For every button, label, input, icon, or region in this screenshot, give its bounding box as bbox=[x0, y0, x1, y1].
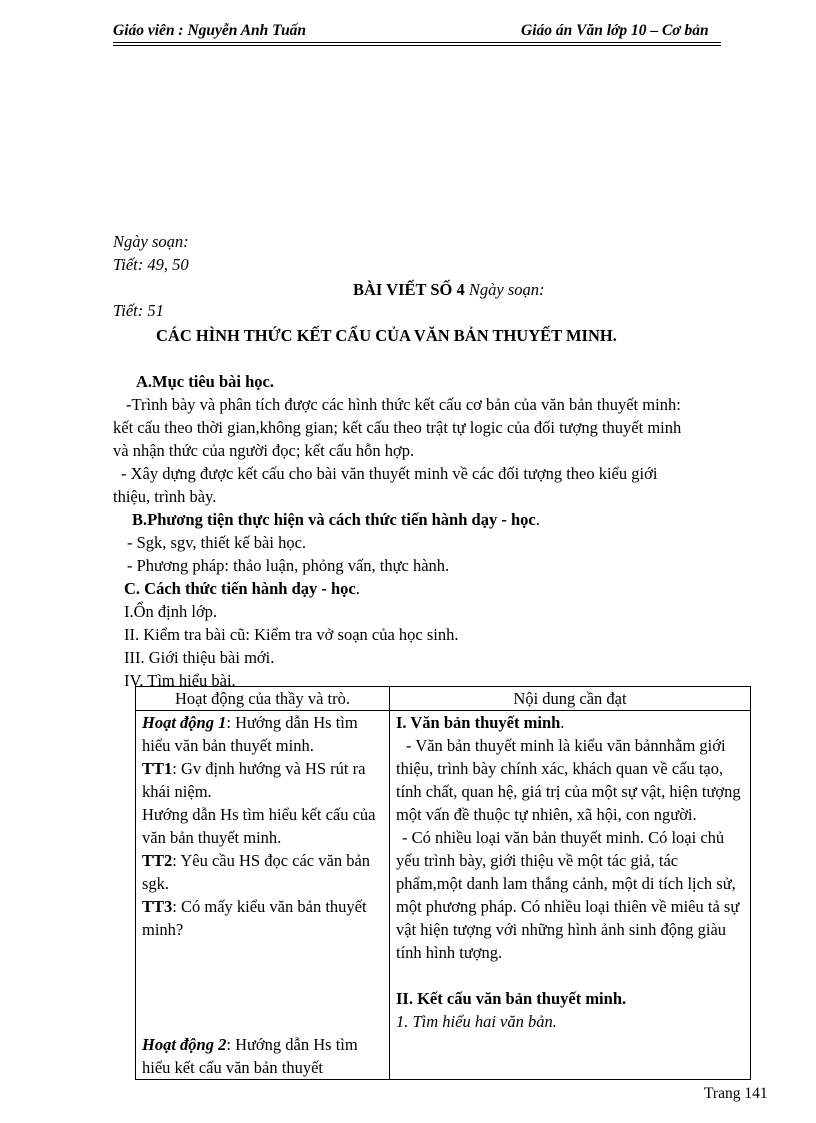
tt2-text: : Yêu cầu HS đọc các văn bản sgk. bbox=[142, 851, 371, 893]
header-subject: Giáo án Văn lớp 10 – Cơ bản bbox=[521, 22, 709, 39]
hoat-dong-2-text: : Hướng dẫn Hs tìm hiểu kết cấu văn bản thuyết bbox=[142, 1035, 358, 1077]
section-c-heading-text: C. Cách thức tiến hành dạy - học bbox=[124, 579, 356, 598]
lesson-table bbox=[135, 686, 751, 1080]
activity-2 bbox=[142, 1033, 383, 1079]
hoat-dong-1-label: Hoạt động 1 bbox=[142, 713, 227, 732]
section-a-line: -Trình bày và phân tích được các hình thức kết cấu cơ bản của văn bản thuyết minh: bbox=[126, 395, 681, 414]
tiet-49-50: Tiết: 49, 50 bbox=[113, 255, 189, 274]
page-title: CÁC HÌNH THỨC KẾT CẤU CỦA VĂN BẢN THUYẾT MINH. bbox=[156, 326, 617, 345]
page-number: Trang 141 bbox=[704, 1085, 768, 1102]
tt3 bbox=[142, 895, 383, 941]
table-header-row bbox=[136, 687, 751, 711]
table-header-content: Nội dung cần đạt bbox=[390, 687, 751, 711]
section-c-heading bbox=[124, 579, 360, 599]
section-c-line: II. Kiểm tra bài cũ: Kiểm tra vở soạn của học sinh. bbox=[124, 625, 459, 644]
tt2-label: TT2 bbox=[142, 851, 173, 870]
header-rule-top bbox=[113, 42, 721, 43]
tt3-label: TT3 bbox=[142, 897, 173, 916]
hoat-dong-1-text: : Hướng dẫn Hs tìm hiểu văn bản thuyết minh. bbox=[142, 713, 358, 755]
tt1 bbox=[142, 757, 383, 803]
tiet-51: Tiết: 51 bbox=[113, 301, 164, 320]
section-a-line: - Xây dựng được kết cấu cho bài văn thuyết minh về các đối tượng theo kiểu giới bbox=[121, 464, 658, 483]
section-a-line: kết cấu theo thời gian,không gian; kết cấu theo trật tự logic của đối tượng thuyết minh bbox=[113, 418, 682, 437]
table-row bbox=[136, 711, 751, 1080]
tt1-label: TT1 bbox=[142, 759, 173, 778]
content-heading-2: II. Kết cấu văn bản thuyết minh. bbox=[396, 989, 627, 1008]
tt1-text: : Gv định hướng và HS rút ra khái niệm. bbox=[142, 759, 366, 801]
activity-cell bbox=[136, 711, 390, 1080]
hoat-dong-2-label: Hoạt động 2 bbox=[142, 1035, 227, 1054]
table-header-activity: Hoạt động của thầy và trò. bbox=[136, 687, 390, 711]
section-b-line: - Phương pháp: thảo luận, phỏng vấn, thực hành. bbox=[127, 556, 450, 575]
content-cell bbox=[390, 711, 751, 1080]
section-b-heading-tail: . bbox=[535, 510, 540, 529]
ngay-soan-2: Ngày soạn: bbox=[468, 280, 545, 299]
content-paragraph-1: - Văn bản thuyết minh là kiểu văn bảnnhằm giới thiệu, trình bày chính xác, khách quan về cấu tạo, tính chất, quan hệ, giá trị của một sự vật, hiện tượng một vấn đề thuộc tự nhiên, xã hội, con người. bbox=[396, 736, 741, 824]
section-c-line: IV. Tìm hiểu bài. bbox=[124, 671, 236, 690]
activity-1 bbox=[142, 711, 383, 757]
header-teacher: Giáo viên : Nguyễn Anh Tuấn bbox=[113, 22, 307, 39]
tt3-text: : Có mấy kiểu văn bản thuyết minh? bbox=[142, 897, 367, 939]
header-rule-bottom bbox=[113, 45, 721, 46]
heading-1-tail: . bbox=[560, 713, 565, 732]
section-a-line: thiệu, trình bày. bbox=[113, 487, 217, 506]
section-b-line: - Sgk, sgv, thiết kế bài học. bbox=[127, 533, 307, 552]
section-a-heading: A.Mục tiêu bài học. bbox=[136, 372, 274, 391]
section-c-line: I.Ổn định lớp. bbox=[124, 602, 218, 621]
guide-text: Hướng dẫn Hs tìm hiểu kết cấu của văn bản thuyết minh. bbox=[142, 805, 376, 847]
heading-1-text: I. Văn bản thuyết minh bbox=[396, 713, 561, 732]
section-b-heading-text: B.Phương tiện thực hiện và cách thức tiến hành dạy - học bbox=[132, 510, 536, 529]
spacer bbox=[396, 964, 744, 987]
content-paragraph-2: - Có nhiều loại văn bản thuyết minh. Có loại chủ yếu trình bày, giới thiệu về một tác giả, tác phẩm,một danh lam thắng cảnh, một di tích lịch sử, một phương pháp. Có nhiều loại thiên về miêu tả sự vật hiện tượng với những hình ảnh sinh động giàu tính hình tượng. bbox=[396, 828, 740, 962]
section-c-line: III. Giới thiệu bài mới. bbox=[124, 648, 275, 667]
spacer bbox=[142, 941, 383, 1033]
ngay-soan-label: Ngày soạn: bbox=[113, 232, 189, 251]
section-b-heading bbox=[132, 510, 540, 530]
tt2 bbox=[142, 849, 383, 895]
bai-viet-line bbox=[353, 280, 544, 300]
bai-viet-label: BÀI VIẾT SỐ 4 bbox=[353, 280, 465, 299]
content-paragraph-3: 1. Tìm hiểu hai văn bản. bbox=[396, 1012, 557, 1031]
section-a-line: và nhận thức của người đọc; kết cấu hỗn hợp. bbox=[113, 441, 415, 460]
section-c-heading-tail: . bbox=[355, 579, 360, 598]
content-heading-1 bbox=[396, 711, 744, 734]
